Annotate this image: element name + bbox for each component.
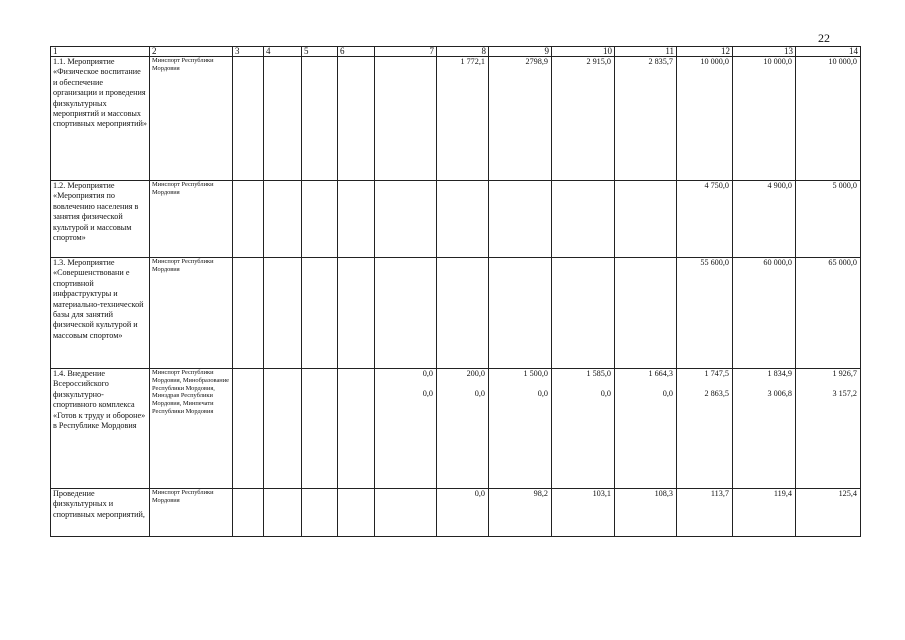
value-cell	[264, 369, 302, 489]
value-cell	[264, 181, 302, 258]
value-cell	[437, 181, 489, 258]
responsible-executor: Минспорт Республики Мордовия, Минобразование Республики Мордовия, Минздрав Республики Мордовия, Минпечати Республики Мордовия	[150, 369, 233, 489]
header-row	[51, 47, 861, 57]
value-cell: 1 585,0 0,0	[552, 369, 615, 489]
table-row	[51, 489, 861, 537]
value-cell: 10 000,0	[796, 57, 861, 181]
value-cell: 2798,9	[489, 57, 552, 181]
value-cell: 65 000,0	[796, 258, 861, 369]
responsible-executor: Минспорт Республики Мордовия	[150, 181, 233, 258]
value-cell	[615, 181, 677, 258]
value-cell: 108,3	[615, 489, 677, 537]
value-cell	[375, 489, 437, 537]
table-row	[51, 57, 861, 181]
value-cell	[615, 258, 677, 369]
value-cell	[338, 181, 375, 258]
budget-table	[50, 46, 861, 537]
value-cell	[233, 181, 264, 258]
column-header: 7	[375, 47, 437, 57]
value-cell	[264, 258, 302, 369]
value-cell: 4 900,0	[733, 181, 796, 258]
column-header: 2	[150, 47, 233, 57]
value-cell: 4 750,0	[677, 181, 733, 258]
value-cell: 1 500,0 0,0	[489, 369, 552, 489]
value-cell: 10 000,0	[677, 57, 733, 181]
column-header: 8	[437, 47, 489, 57]
value-cell	[338, 57, 375, 181]
value-cell: 119,4	[733, 489, 796, 537]
value-cell: 10 000,0	[733, 57, 796, 181]
value-cell: 1 664,3 0,0	[615, 369, 677, 489]
value-cell	[264, 57, 302, 181]
column-header: 5	[302, 47, 338, 57]
table-row	[51, 181, 861, 258]
value-cell	[552, 181, 615, 258]
value-cell	[233, 489, 264, 537]
value-cell: 200,0 0,0	[437, 369, 489, 489]
column-header: 4	[264, 47, 302, 57]
value-cell	[489, 258, 552, 369]
responsible-executor: Минспорт Республики Мордовия	[150, 57, 233, 181]
column-header: 12	[677, 47, 733, 57]
value-cell	[302, 181, 338, 258]
value-cell: 5 000,0	[796, 181, 861, 258]
value-cell: 103,1	[552, 489, 615, 537]
value-cell	[338, 369, 375, 489]
value-cell	[375, 57, 437, 181]
value-cell	[233, 369, 264, 489]
value-cell	[302, 489, 338, 537]
value-cell: 55 600,0	[677, 258, 733, 369]
value-cell: 113,7	[677, 489, 733, 537]
value-cell	[233, 57, 264, 181]
responsible-executor: Минспорт Республики Мордовия	[150, 489, 233, 537]
value-cell	[338, 489, 375, 537]
measure-name: 1.1. Мероприятие «Физическое воспитание и обеспечение организации и проведения физкультурных мероприятий и массовых спортивных мероприятий»	[51, 57, 150, 181]
value-cell	[375, 181, 437, 258]
value-cell: 2 915,0	[552, 57, 615, 181]
table-row	[51, 369, 861, 489]
value-cell: 0,0	[437, 489, 489, 537]
column-header: 13	[733, 47, 796, 57]
column-header: 6	[338, 47, 375, 57]
value-cell: 0,0 0,0	[375, 369, 437, 489]
value-cell	[302, 57, 338, 181]
measure-name: Проведение физкультурных и спортивных мероприятий,	[51, 489, 150, 537]
value-cell	[302, 369, 338, 489]
value-cell	[338, 258, 375, 369]
value-cell	[375, 258, 437, 369]
column-header: 11	[615, 47, 677, 57]
value-cell: 1 772,1	[437, 57, 489, 181]
measure-name: 1.4. Внедрение Всероссийского физкультурно-спортивного комплекса «Готов к труду и обороне» в Республике Мордовия	[51, 369, 150, 489]
page-number: 22	[818, 31, 830, 45]
value-cell: 2 835,7	[615, 57, 677, 181]
value-cell: 1 747,5 2 863,5	[677, 369, 733, 489]
column-header: 9	[489, 47, 552, 57]
value-cell: 1 834,9 3 006,8	[733, 369, 796, 489]
measure-name: 1.3. Мероприятие «Совершенствовани е спортивной инфраструктуры и материально-технической базы для занятий физической культурой и массовым спортом»	[51, 258, 150, 369]
column-header: 3	[233, 47, 264, 57]
value-cell: 125,4	[796, 489, 861, 537]
value-cell	[552, 258, 615, 369]
column-header: 10	[552, 47, 615, 57]
column-header: 14	[796, 47, 861, 57]
value-cell	[233, 258, 264, 369]
value-cell	[489, 181, 552, 258]
value-cell: 60 000,0	[733, 258, 796, 369]
responsible-executor: Минспорт Республики Мордовия	[150, 258, 233, 369]
value-cell	[302, 258, 338, 369]
value-cell: 98,2	[489, 489, 552, 537]
value-cell: 1 926,7 3 157,2	[796, 369, 861, 489]
measure-name: 1.2. Мероприятие «Мероприятия по вовлечению населения в занятия физической культурой и массовым спортом»	[51, 181, 150, 258]
value-cell	[437, 258, 489, 369]
table-row	[51, 258, 861, 369]
value-cell	[264, 489, 302, 537]
column-header: 1	[51, 47, 150, 57]
